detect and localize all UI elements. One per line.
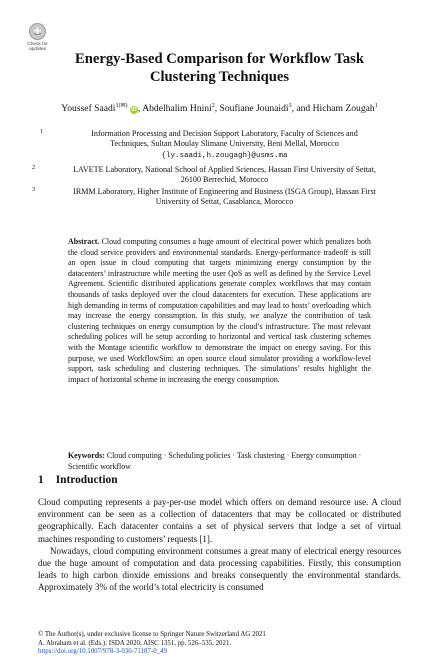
section-title: Introduction: [55, 474, 118, 486]
affiliation-3: 3 IRMM Laboratory, Higher Institute of Engineering and Business (ISGA Group), Hassan First University of Settat, Casablanca, Morocco: [32, 186, 376, 207]
affiliation-number: 2: [32, 164, 36, 171]
citation-line: A. Abraham et al. (Eds.): ISDA 2020, AISC 1351, pp. 526–535, 2021.: [38, 639, 232, 647]
author-sup: 1: [374, 102, 378, 109]
crossmark-icon: [29, 23, 46, 40]
keywords-label: Keywords:: [68, 451, 105, 460]
email-address[interactable]: {ly.saadi,h.zougagh}@usms.ma: [161, 151, 288, 160]
author-sup: 2: [211, 102, 215, 109]
author-list: Youssef Saadi$^{1(✉)}$ iD, Abdelhalim Hnini$^2$, Soufiane Jounaidi$^3$, and Hicham Zougah$^1$: [61, 102, 378, 114]
affiliation-2: 2 LAVETE Laboratory, National School of Applied Sciences, Hassan First University of Settat, 26100 Berrechid, Morocco: [32, 164, 376, 185]
copyright-line: © The Author(s), under exclusive license to Springer Nature Switzerland AG 2021: [38, 631, 266, 638]
author-name: Soufiane Jounaidi: [219, 103, 289, 114]
author-sup: 1(✉): [115, 102, 128, 109]
abstract: [68, 237, 371, 385]
affiliation-number: 1: [40, 128, 44, 135]
section-number: 1: [38, 474, 44, 486]
orcid-icon[interactable]: iD: [131, 107, 137, 113]
abstract-text: Cloud computing consumes a huge amount of electrical power which penalizes both the cloud service providers and environmental standards. Energy-performance tradeoff is still an open issue in cloud computing that targets minimizing energy consumption by the datacenters’ infrastructure while meeting the user QoS as well as defined by the Service Level Agreement. Scientific distributed applications generate complex workflows that may contain thousands of tasks deployed over the cloud datacenters for execution. These applications are high demanding in terms of computation capabilities and may lead to hosts’ overloading which may increase the energy consumption. In this study, we analyze the contribution of task clustering techniques on energy consumption by the cloud’s infrastructure. The most relevant scheduling polices will be setup according to horizontal and vertical task clustering schemes with the Montage scientific workflow to demonstrate the impact on energy saving. For this purpose, we used WorkflowSim: an open source cloud simulator providing a workflow-level support, task scheduling and clustering techniques. The simulations’ results highlight the impact of horizontal scheme in increasing the energy consumption.: [68, 237, 371, 384]
affiliation-number: 3: [32, 186, 36, 193]
intro-paragraph-2: Nowadays, cloud computing environment consumes a great many of electrical energy resources due the huge amount of computation and data processing capabilities. Firstly, this consumption leads to high carbon dioxide emissions and breaks consequently the environmental standards. Approximately 3% of the world’s total electricity is consumed: [38, 545, 401, 593]
affiliation-1: 1 Information Processing and Decision Support Laboratory, Faculty of Sciences and Techniques, Sultan Moulay Slimane University, Beni Mellal, Morocco {ly.saadi,h.zougagh}@usms.ma: [40, 128, 358, 160]
author-sup: 3: [288, 102, 292, 109]
keywords: [68, 451, 371, 472]
paper-title: Energy-Based Comparison for Workflow Task Clustering Techniques: [75, 51, 364, 85]
author-name: Hicham Zougah: [312, 103, 375, 114]
badge-label: Check for updates: [27, 42, 48, 52]
author-name: Abdelhalim Hnini: [142, 103, 212, 114]
keywords-text: Cloud computing · Scheduling policies · Task clustering · Energy consumption · Scientific workflow: [68, 451, 362, 471]
section-heading: [38, 473, 118, 487]
author-name: Youssef Saadi: [61, 103, 116, 114]
doi-link[interactable]: https://doi.org/10.1007/978-3-030-71187-0_49: [38, 648, 168, 656]
abstract-label: Abstract.: [68, 237, 100, 246]
intro-paragraph-1: Cloud computing represents a pay-per-use model which offers on demand resource use. A cloud environment can be seen as a collection of datacenters that may be collocated or distributed geographically. Each datacenter contains a set of physical servers that lodge a set of virtual machines responding to customers’ requests [1].: [38, 497, 401, 544]
introduction-body: [38, 496, 401, 594]
copyright-footer: [38, 631, 401, 657]
